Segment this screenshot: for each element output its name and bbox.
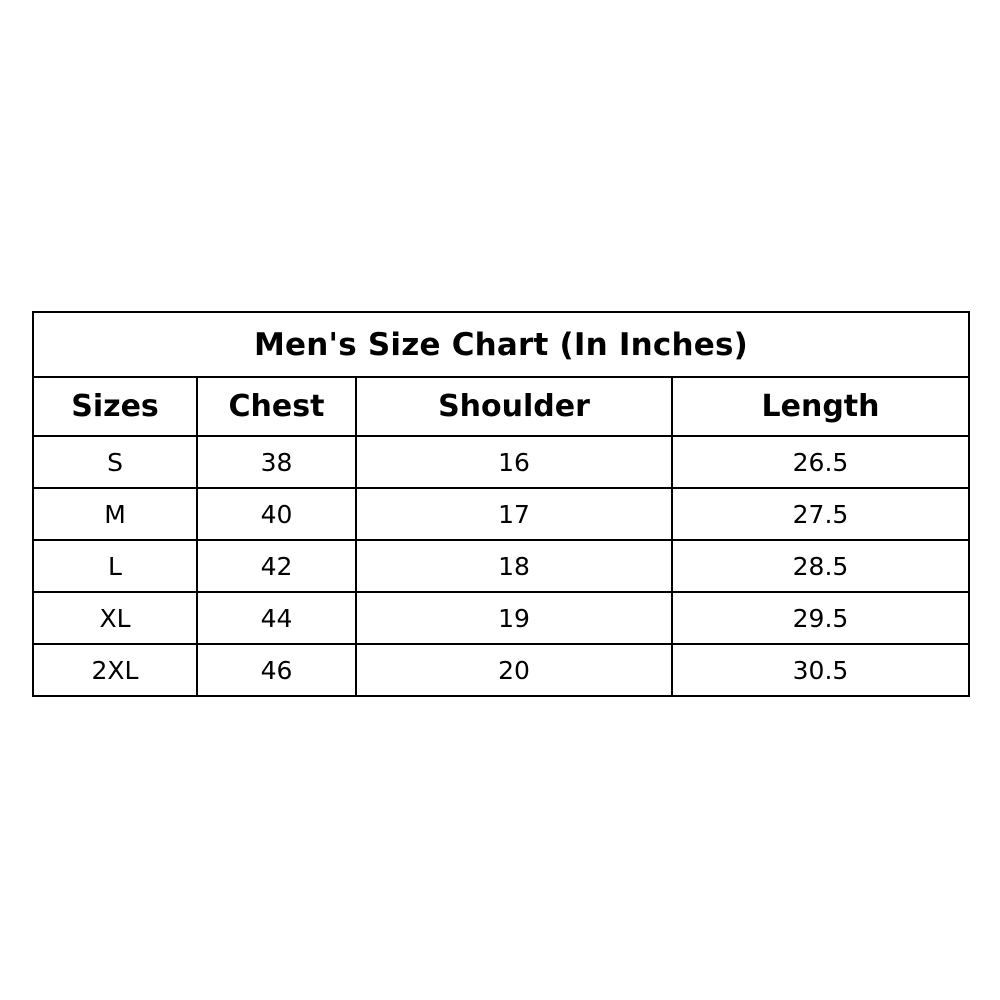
table-title-row — [33, 312, 969, 377]
cell-shoulder: 16 — [356, 436, 672, 488]
cell-length: 29.5 — [672, 592, 969, 644]
cell-size: XL — [33, 592, 197, 644]
cell-chest: 40 — [197, 488, 356, 540]
column-header-chest: Chest — [197, 377, 356, 436]
size-chart-table — [32, 311, 970, 697]
column-header-sizes: Sizes — [33, 377, 197, 436]
cell-size: M — [33, 488, 197, 540]
cell-shoulder: 19 — [356, 592, 672, 644]
column-header-shoulder: Shoulder — [356, 377, 672, 436]
table-row — [33, 436, 969, 488]
table-row — [33, 488, 969, 540]
cell-size: L — [33, 540, 197, 592]
cell-shoulder: 20 — [356, 644, 672, 696]
cell-length: 27.5 — [672, 488, 969, 540]
table-row — [33, 644, 969, 696]
size-chart-container — [32, 311, 968, 697]
cell-shoulder: 17 — [356, 488, 672, 540]
cell-length: 30.5 — [672, 644, 969, 696]
cell-shoulder: 18 — [356, 540, 672, 592]
cell-chest: 42 — [197, 540, 356, 592]
table-header-row — [33, 377, 969, 436]
table-row — [33, 540, 969, 592]
column-header-length: Length — [672, 377, 969, 436]
cell-length: 26.5 — [672, 436, 969, 488]
chart-title: Men's Size Chart (In Inches) — [33, 312, 969, 377]
cell-chest: 38 — [197, 436, 356, 488]
cell-size: 2XL — [33, 644, 197, 696]
cell-size: S — [33, 436, 197, 488]
cell-chest: 46 — [197, 644, 356, 696]
cell-chest: 44 — [197, 592, 356, 644]
table-row — [33, 592, 969, 644]
cell-length: 28.5 — [672, 540, 969, 592]
